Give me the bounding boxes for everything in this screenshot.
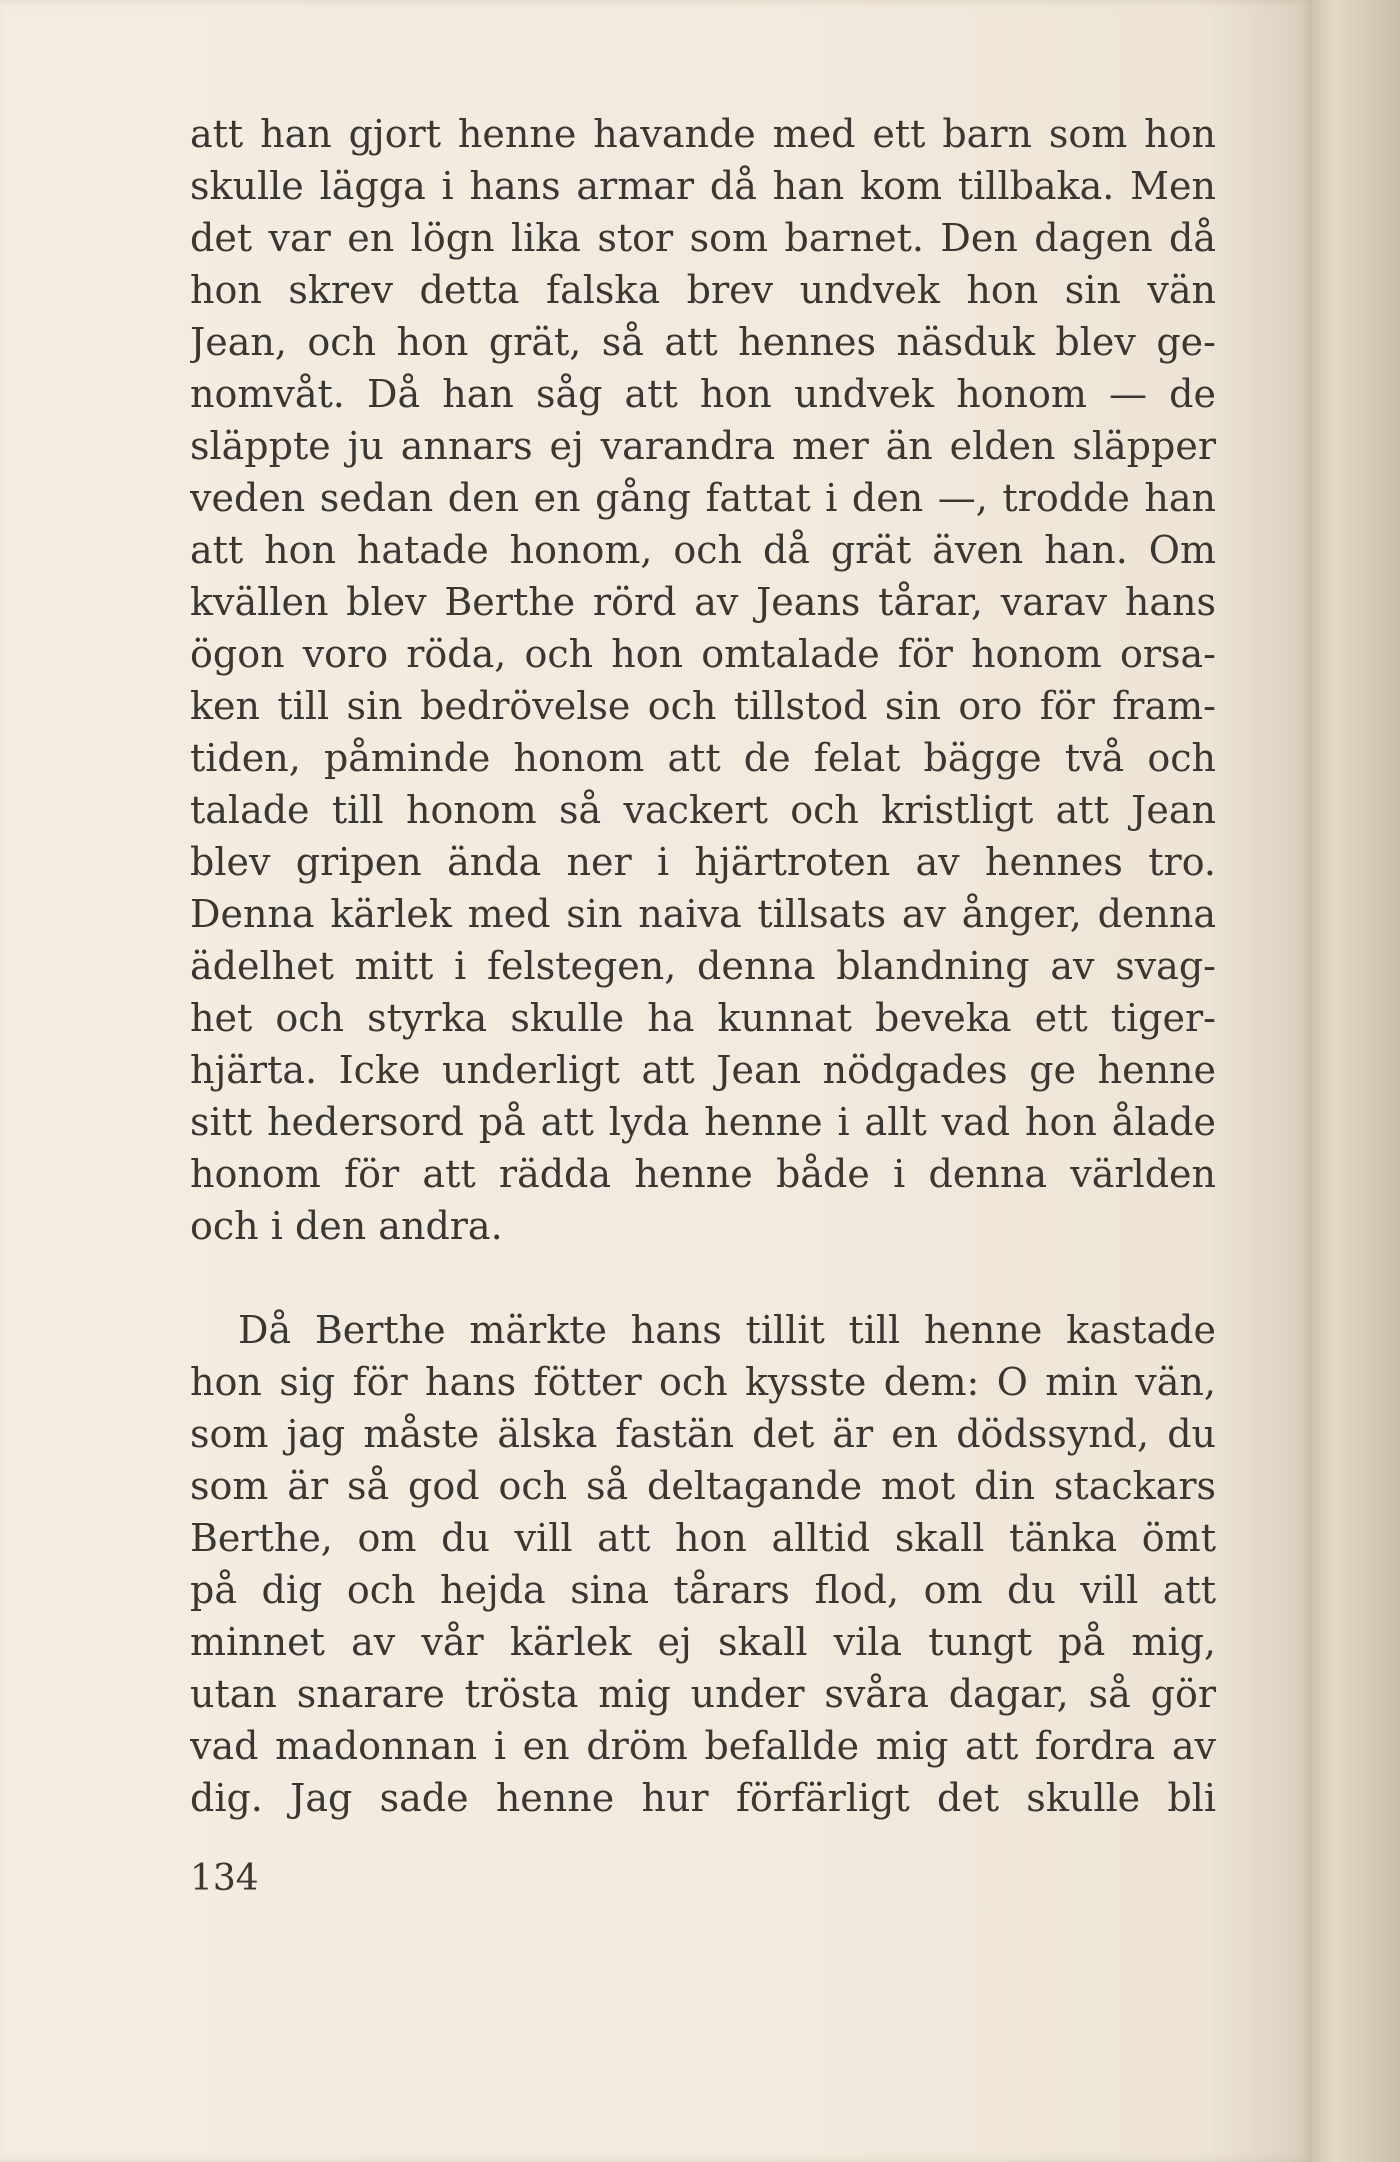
text-line: sitt hedersord på att lyda henne i allt vad hon ålade <box>190 1100 1216 1144</box>
text-line: tiden, påminde honom att de felat bägge två och <box>190 736 1216 780</box>
text-line: het och styrka skulle ha kunnat beveka ett tiger- <box>190 996 1216 1040</box>
text-line: utan snarare trösta mig under svåra dagar, så gör <box>190 1672 1216 1716</box>
page-edge <box>1312 0 1400 2162</box>
text-line: ädelhet mitt i felstegen, denna blandning av svag- <box>190 944 1216 988</box>
text-line: veden sedan den en gång fattat i den —, trodde han <box>190 476 1216 520</box>
text-line: blev gripen ända ner i hjärtroten av hennes tro. <box>190 840 1216 884</box>
text-line: hon sig för hans fötter och kysste dem: O min vän, <box>190 1360 1216 1404</box>
text-line: Berthe, om du vill att hon alltid skall tänka ömt <box>190 1516 1216 1560</box>
paragraph-1 <box>190 108 1216 1252</box>
text-line: Denna kärlek med sin naiva tillsats av ånger, denna <box>190 892 1216 936</box>
text-line: skulle lägga i hans armar då han kom tillbaka. Men <box>190 164 1216 208</box>
text-line: det var en lögn lika stor som barnet. Den dagen då <box>190 216 1216 260</box>
text-line: hon skrev detta falska brev undvek hon sin vän <box>190 268 1216 312</box>
text-line: dig. Jag sade henne hur förfärligt det skulle bli <box>190 1776 1216 1820</box>
text-line: Jean, och hon grät, så att hennes näsduk blev ge- <box>190 320 1216 364</box>
text-line: kvällen blev Berthe rörd av Jeans tårar, varav hans <box>190 580 1216 624</box>
text-line: ögon voro röda, och hon omtalade för honom orsa- <box>190 632 1216 676</box>
text-line: som jag måste älska fastän det är en dödssynd, du <box>190 1412 1216 1456</box>
text-line: hjärta. Icke underligt att Jean nödgades ge henne <box>190 1048 1216 1092</box>
paragraph-gap <box>190 1252 1216 1304</box>
text-line: ken till sin bedrövelse och tillstod sin oro för fram- <box>190 684 1216 728</box>
paragraph-2 <box>190 1304 1216 1824</box>
text-line: minnet av vår kärlek ej skall vila tungt på mig, <box>190 1620 1216 1664</box>
text-line: talade till honom så vackert och kristligt att Jean <box>190 788 1216 832</box>
text-line: som är så god och så deltagande mot din stackars <box>190 1464 1216 1508</box>
text-line: att hon hatade honom, och då grät även han. Om <box>190 528 1216 572</box>
text-line: nomvåt. Då han såg att hon undvek honom — de <box>190 372 1216 416</box>
text-line: att han gjort henne havande med ett barn som hon <box>190 112 1216 156</box>
text-line: och i den andra. <box>190 1204 503 1248</box>
body-text <box>190 108 1216 1824</box>
text-line: Då Berthe märkte hans tillit till henne kastade <box>238 1308 1216 1352</box>
text-line: på dig och hejda sina tårars flod, om du vill att <box>190 1568 1216 1612</box>
page-number: 134 <box>190 1858 259 1899</box>
text-line: honom för att rädda henne både i denna världen <box>190 1152 1216 1196</box>
text-line: vad madonnan i en dröm befallde mig att fordra av <box>190 1724 1216 1768</box>
text-line: släppte ju annars ej varandra mer än elden släpper <box>190 424 1216 468</box>
